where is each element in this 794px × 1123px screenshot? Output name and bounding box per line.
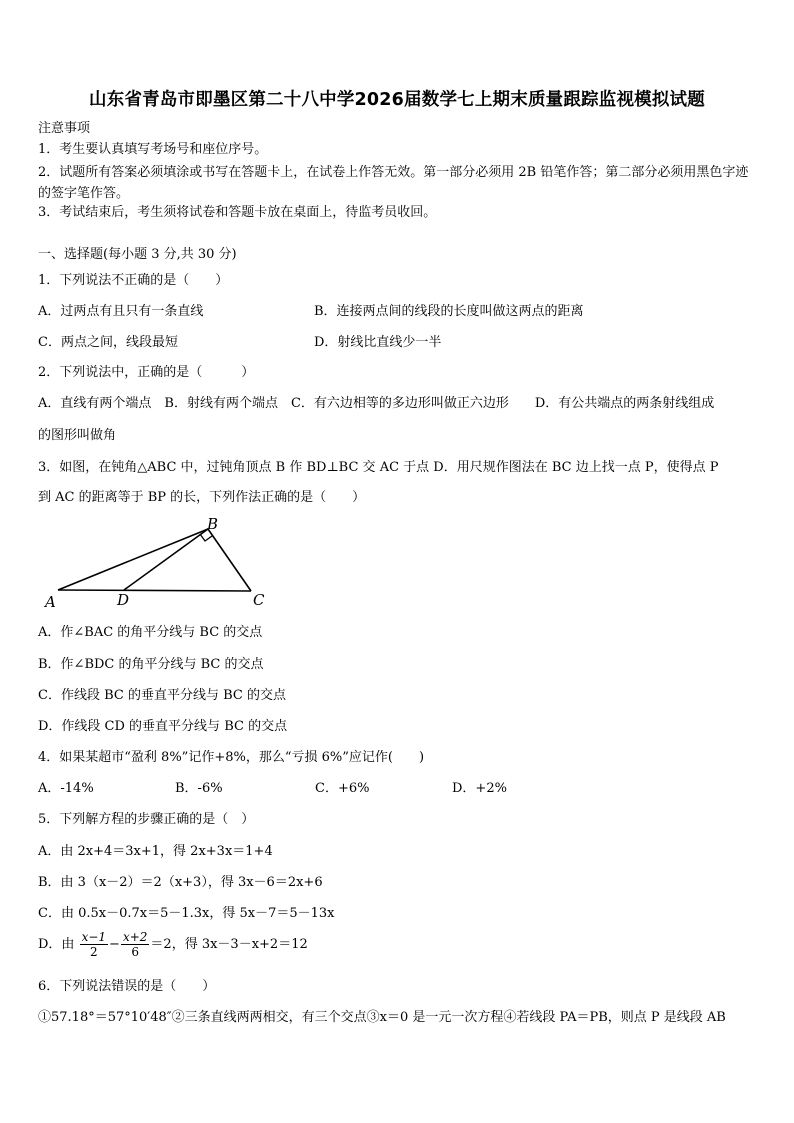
q6-statements-line-1: ①57.18°＝57°10′48″②三条直线两两相交，有三个交点③x＝0 是一元一次方程④若线段 PA＝PB，则点 P 是线段 AB	[38, 1010, 726, 1025]
q1-stem: 1．下列说法不正确的是（ ）	[38, 273, 229, 288]
fraction-2	[121, 930, 149, 959]
q5-option-d-prefix: D．由	[38, 937, 75, 952]
q3-stem-line-1: 3．如图，在钝角△ABC 中，过钝角顶点 B 作 BD⊥BC 交 AC 于点 D．用尺规作图法在 BC 边上找一点 P，使得点 P	[38, 460, 719, 475]
q4-option-a: A．-14%	[38, 781, 94, 796]
q1-option-b: B．连接两点间的线段的长度叫做这两点的距离	[314, 304, 584, 319]
q5-option-d	[38, 929, 308, 961]
q4-option-d: D．+2%	[452, 781, 507, 796]
q3-option-d: D．作线段 CD 的垂直平分线与 BC 的交点	[38, 719, 288, 734]
q5-stem: 5．下列解方程的步骤正确的是（ ）	[38, 812, 255, 827]
notice-item-3: 3．考试结束后，考生须将试卷和答题卡放在桌面上，待监考员收回。	[38, 205, 437, 220]
label-point-a: A	[45, 593, 56, 611]
q2-options-line-1: A．直线有两个端点 B．射线有两个端点 C．有六边相等的多边形叫做正六边形 D．有公共端点的两条射线组成	[38, 396, 715, 411]
q4-option-c: C．+6%	[315, 781, 370, 796]
fraction-1-denominator: 2	[89, 945, 98, 959]
label-point-d: D	[117, 591, 130, 609]
q1-option-c: C．两点之间，线段最短	[38, 335, 178, 350]
q3-option-c: C．作线段 BC 的垂直平分线与 BC 的交点	[38, 688, 286, 703]
fraction-2-numerator: x+2	[122, 930, 148, 944]
q5-option-c: C．由 0.5x－0.7x＝5－1.3x，得 5x－7＝5－13x	[38, 906, 335, 921]
triangle-figure	[38, 515, 278, 615]
q4-option-b: B．-6%	[175, 781, 223, 796]
q5-option-d-suffix: ＝2，得 3x－3－x+2＝12	[150, 937, 308, 952]
q5-option-b: B．由 3（x－2）＝2（x+3），得 3x－6＝2x+6	[38, 875, 323, 890]
label-point-b: B	[207, 515, 219, 533]
q5-option-d-minus: −	[109, 937, 120, 952]
q6-stem: 6．下列说法错误的是（ ）	[38, 979, 216, 994]
q3-option-b: B．作∠BDC 的角平分线与 BC 的交点	[38, 657, 264, 672]
q5-option-a: A．由 2x+4＝3x+1，得 2x+3x＝1+4	[38, 844, 273, 859]
section-heading: 一、选择题(每小题 3 分,共 30 分)	[38, 247, 237, 262]
notice-item-1: 1．考生要认真填写考场号和座位序号。	[38, 142, 268, 157]
fraction-2-denominator: 6	[131, 945, 139, 959]
q3-option-a: A．作∠BAC 的角平分线与 BC 的交点	[38, 625, 263, 640]
q2-options-line-2: 的图形叫做角	[38, 428, 117, 443]
page-title: 山东省青岛市即墨区第二十八中学2026届数学七上期末质量跟踪监视模拟试题	[89, 90, 705, 110]
q4-stem: 4．如果某超市“盈利 8%”记作+8%，那么“亏损 6%”应记作( )	[38, 750, 425, 765]
q1-option-d: D．射线比直线少一半	[314, 335, 442, 350]
q3-stem-line-2: 到 AC 的距离等于 BP 的长，下列作法正确的是（ ）	[38, 490, 366, 505]
notice-item-2: 2．试题所有答案必须填涂或书写在答题卡上，在试卷上作答无效。第一部分必须用 2B 铅笔作答；第二部分必须用黑色字迹的签字笔作答。	[38, 165, 749, 201]
q2-stem: 2．下列说法中，正确的是（ ）	[38, 365, 255, 380]
label-point-c: C	[253, 591, 265, 609]
notice-heading: 注意事项	[38, 121, 91, 136]
q1-option-a: A．过两点有且只有一条直线	[38, 304, 204, 319]
fraction-1	[80, 930, 108, 959]
fraction-1-numerator: x−1	[81, 930, 107, 944]
